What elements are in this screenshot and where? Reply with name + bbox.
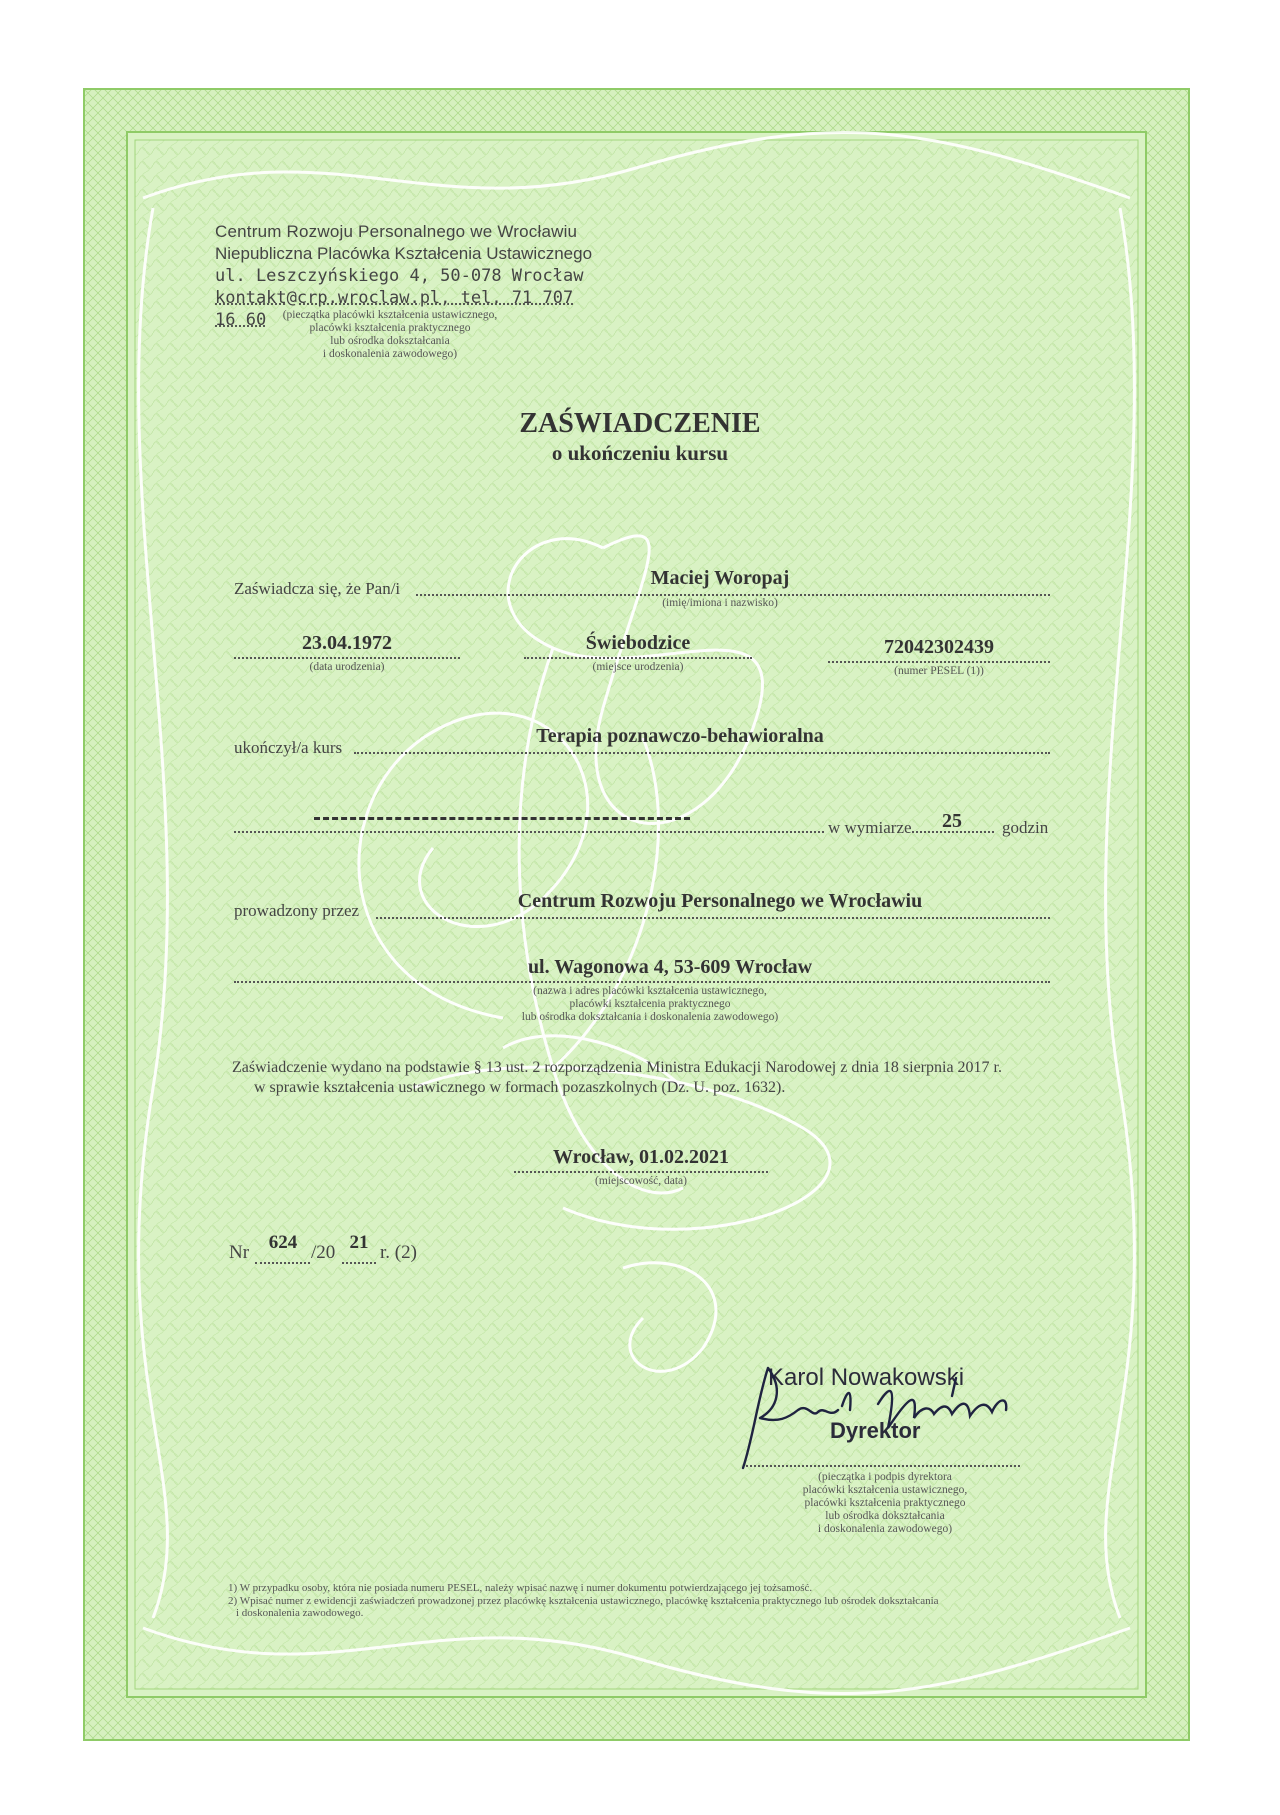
legal-basis-line: w sprawie kształcenia ustawicznego w formach pozaszkolnych (Dz. U. poz. 1632).	[254, 1079, 786, 1096]
provider-address: ul. Wagonowa 4, 53-609 Wrocław	[527, 956, 813, 978]
stamp-caption-line: placówki kształcenia praktycznego	[309, 322, 471, 334]
director-stamp-title: Dyrektor	[830, 1418, 921, 1443]
course-name: Terapia poznawczo-behawioralna	[536, 725, 824, 747]
person-label: Zaświadcza się, że Pan/i	[234, 579, 401, 598]
number-prefix: Nr	[229, 1242, 250, 1263]
certificate-number: 624	[268, 1232, 298, 1253]
footnote-item: 2) Wpisać numer z ewidencji zaświadczeń prowadzonej przez placówkę kształcenia ustawicznego, placówkę kształcenia praktycznego lub ośrodek dokształcania	[228, 1594, 939, 1607]
certificate-year: 21	[349, 1232, 369, 1253]
course-extra-line	[234, 831, 824, 833]
provider-address-line	[234, 981, 1050, 983]
stamp-line-name: Centrum Rozwoju Personalnego we Wrocławiu	[215, 222, 578, 241]
provider-caption-line: lub ośrodka dokształcania i doskonalenia zawodowego)	[521, 1011, 779, 1023]
hours-prefix: w wymiarze	[828, 818, 912, 837]
stamp-line-contact: kontakt@crp.wroclaw.pl, tel. 71 707 16 60	[215, 288, 574, 330]
pesel-caption: (numer PESEL (1))	[894, 665, 984, 677]
pesel-number: 72042302439	[884, 636, 994, 658]
course-hours: 25	[942, 810, 962, 832]
provider-caption	[470, 985, 830, 1024]
director-signature	[738, 1348, 1038, 1478]
footnote-item: 1) W przypadku osoby, która nie posiada numeru PESEL, należy wpisać nazwę i numer dokumentu potwierdzającego jej tożsamość.	[228, 1582, 813, 1594]
document-subtitle: o ukończeniu kursu	[551, 441, 729, 465]
director-caption-line: (pieczątka i podpis dyrektora	[818, 1471, 952, 1483]
course-label: ukończył/a kurs	[234, 738, 343, 757]
stamp-line-type: Niepubliczna Placówka Kształcenia Ustawicznego	[215, 244, 593, 263]
birth-date-line	[234, 657, 460, 659]
birth-date-caption: (data urodzenia)	[309, 661, 385, 673]
course-blank-dashes	[314, 817, 690, 820]
pesel-line	[828, 661, 1050, 663]
director-signature-line	[746, 1465, 1020, 1467]
director-caption-line: placówki kształcenia ustawicznego,	[802, 1484, 968, 1496]
director-caption	[760, 1471, 1010, 1536]
year-line	[342, 1262, 376, 1264]
director-caption-line: i doskonalenia zawodowego)	[817, 1523, 953, 1535]
birth-place: Świebodzice	[585, 632, 691, 654]
number-line	[255, 1262, 310, 1264]
issue-caption: (miejscowość, data)	[595, 1175, 687, 1187]
document-title: ZAŚWIADCZENIE	[519, 408, 761, 439]
stamp-caption-line: lub ośrodka dokształcania	[330, 335, 450, 347]
provider-name-line	[376, 917, 1050, 919]
birth-place-caption: (miejsce urodzenia)	[592, 661, 684, 673]
footnotes	[228, 1582, 1058, 1620]
person-name: Maciej Woropaj	[650, 567, 790, 589]
birth-place-line	[524, 657, 752, 659]
birth-date: 23.04.1972	[302, 632, 392, 654]
provider-name: Centrum Rozwoju Personalnego we Wrocławiu	[517, 890, 923, 912]
footnote-item: i doskonalenia zawodowego.	[236, 1607, 364, 1619]
hours-suffix: godzin	[1002, 818, 1049, 837]
provider-label: prowadzony przez	[234, 901, 360, 920]
director-caption-line: lub ośrodka dokształcania	[825, 1510, 945, 1522]
legal-basis-line: Zaświadczenie wydano na podstawie § 13 ust. 2 rozporządzenia Ministra Edukacji Narodowej z dnia 18 sierpnia 2017 r.	[232, 1059, 1002, 1076]
issue-place-date: Wrocław, 01.02.2021	[553, 1146, 729, 1168]
number-suffix: r. (2)	[380, 1242, 417, 1263]
stamp-caption-line: (pieczątka placówki kształcenia ustawicznego,	[282, 309, 498, 321]
course-name-line	[354, 752, 1050, 754]
director-caption-line: placówki kształcenia praktycznego	[804, 1497, 966, 1509]
person-name-line	[416, 594, 1050, 596]
number-year-prefix: /20	[311, 1242, 336, 1263]
stamp-caption	[240, 309, 540, 361]
issue-line	[514, 1171, 768, 1173]
director-stamp-name: Karol Nowakowski	[768, 1364, 965, 1391]
person-name-caption: (imię/imiona i nazwisko)	[662, 597, 778, 609]
legal-basis	[232, 1058, 1062, 1098]
provider-caption-line: (nazwa i adres placówki kształcenia ustawicznego,	[533, 985, 767, 997]
provider-caption-line: placówki kształcenia praktycznego	[569, 998, 731, 1010]
stamp-line-address: ul. Leszczyńskiego 4, 50-078 Wrocław	[215, 266, 584, 286]
stamp-caption-line: i doskonalenia zawodowego)	[322, 348, 458, 360]
